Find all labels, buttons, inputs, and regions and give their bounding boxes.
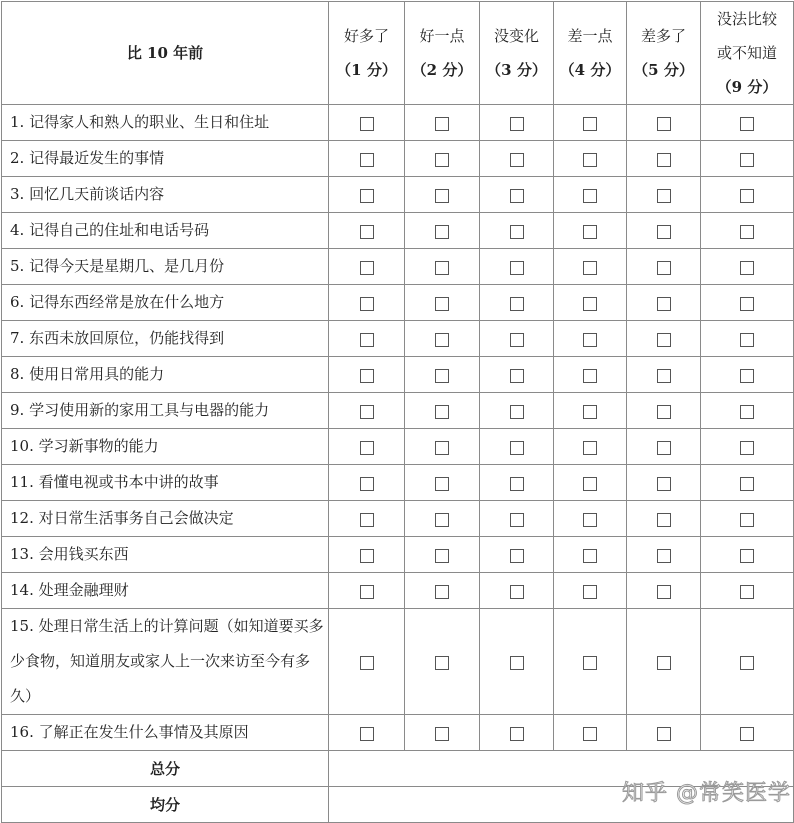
option-cell (554, 285, 627, 321)
table-row (2, 609, 794, 715)
checkbox[interactable] (657, 441, 671, 455)
checkbox[interactable] (435, 405, 449, 419)
checkbox[interactable] (583, 225, 597, 239)
option-cell (329, 141, 405, 177)
option-cell (480, 357, 554, 393)
checkbox[interactable] (657, 333, 671, 347)
checkbox[interactable] (360, 727, 374, 741)
checkbox[interactable] (657, 585, 671, 599)
checkbox[interactable] (435, 117, 449, 131)
option-cell (554, 213, 627, 249)
header-option-5: 差多了 （5 分） (627, 2, 701, 105)
option-cell (627, 573, 701, 609)
checkbox[interactable] (740, 441, 754, 455)
item-label: 13. 会用钱买东西 (2, 537, 329, 573)
total-score-label: 总分 (2, 751, 329, 787)
option-cell (627, 321, 701, 357)
checkbox[interactable] (435, 477, 449, 491)
item-label: 10. 学习新事物的能力 (2, 429, 329, 465)
header-option-3: 没变化 （3 分） (480, 2, 554, 105)
checkbox[interactable] (510, 549, 524, 563)
checkbox[interactable] (510, 369, 524, 383)
checkbox[interactable] (657, 153, 671, 167)
checkbox[interactable] (510, 441, 524, 455)
checkbox[interactable] (360, 405, 374, 419)
checkbox[interactable] (510, 513, 524, 527)
option-cell (701, 213, 794, 249)
option-cell (329, 213, 405, 249)
checkbox[interactable] (510, 225, 524, 239)
table-row (2, 715, 794, 751)
option-cell (627, 177, 701, 213)
checkbox[interactable] (435, 727, 449, 741)
option-cell (701, 357, 794, 393)
checkbox[interactable] (510, 189, 524, 203)
option-cell (480, 715, 554, 751)
table-row (2, 357, 794, 393)
checkbox[interactable] (360, 549, 374, 563)
header-option-9: 没法比较 或不知道 （9 分） (701, 2, 794, 105)
checkbox[interactable] (583, 369, 597, 383)
option-cell (480, 213, 554, 249)
option-cell (405, 537, 480, 573)
option-cell (627, 213, 701, 249)
checkbox[interactable] (657, 189, 671, 203)
checkbox[interactable] (740, 153, 754, 167)
option-cell (329, 105, 405, 141)
option-cell (554, 537, 627, 573)
option-cell (627, 249, 701, 285)
option-cell (701, 393, 794, 429)
option-cell (405, 213, 480, 249)
checkbox[interactable] (510, 117, 524, 131)
checkbox[interactable] (510, 727, 524, 741)
option-cell (554, 249, 627, 285)
option-cell (480, 177, 554, 213)
checkbox[interactable] (657, 513, 671, 527)
option-cell (329, 321, 405, 357)
option-cell (627, 141, 701, 177)
checkbox[interactable] (435, 549, 449, 563)
option-cell (701, 177, 794, 213)
option-cell (405, 465, 480, 501)
option-cell (627, 429, 701, 465)
checkbox[interactable] (360, 333, 374, 347)
checkbox[interactable] (740, 513, 754, 527)
checkbox[interactable] (360, 261, 374, 275)
option-cell (329, 537, 405, 573)
option-cell (627, 609, 701, 715)
option-cell (329, 357, 405, 393)
option-cell (627, 501, 701, 537)
option-cell (554, 141, 627, 177)
option-cell (405, 715, 480, 751)
option-cell (405, 393, 480, 429)
checkbox[interactable] (360, 441, 374, 455)
checkbox[interactable] (435, 513, 449, 527)
checkbox[interactable] (583, 441, 597, 455)
checkbox[interactable] (435, 261, 449, 275)
checkbox[interactable] (740, 297, 754, 311)
item-label: 5. 记得今天是星期几、是几月份 (2, 249, 329, 285)
checkbox[interactable] (740, 189, 754, 203)
checkbox[interactable] (435, 297, 449, 311)
table-row (2, 537, 794, 573)
checkbox[interactable] (740, 405, 754, 419)
checkbox[interactable] (583, 153, 597, 167)
item-label: 2. 记得最近发生的事情 (2, 141, 329, 177)
option-cell (405, 249, 480, 285)
checkbox[interactable] (435, 369, 449, 383)
checkbox[interactable] (360, 513, 374, 527)
checkbox[interactable] (657, 225, 671, 239)
table-row (2, 249, 794, 285)
table-row (2, 213, 794, 249)
option-cell (480, 501, 554, 537)
option-cell (627, 105, 701, 141)
checkbox[interactable] (740, 656, 754, 670)
table-row (2, 321, 794, 357)
option-cell (554, 357, 627, 393)
option-cell (701, 429, 794, 465)
table-row (2, 105, 794, 141)
option-cell (701, 465, 794, 501)
option-cell (554, 105, 627, 141)
option-cell (405, 357, 480, 393)
option-cell (329, 177, 405, 213)
checkbox[interactable] (510, 656, 524, 670)
option-cell (405, 501, 480, 537)
item-label: 11. 看懂电视或书本中讲的故事 (2, 465, 329, 501)
checkbox[interactable] (657, 297, 671, 311)
item-label: 7. 东西未放回原位，仍能找得到 (2, 321, 329, 357)
checkbox[interactable] (510, 333, 524, 347)
option-cell (554, 501, 627, 537)
option-cell (701, 715, 794, 751)
checkbox[interactable] (740, 585, 754, 599)
checkbox[interactable] (657, 261, 671, 275)
option-cell (329, 393, 405, 429)
table-row (2, 393, 794, 429)
checkbox[interactable] (583, 513, 597, 527)
checkbox[interactable] (360, 369, 374, 383)
checkbox[interactable] (435, 153, 449, 167)
option-cell (329, 285, 405, 321)
option-cell (627, 465, 701, 501)
option-cell (405, 105, 480, 141)
checkbox[interactable] (740, 117, 754, 131)
option-cell (405, 141, 480, 177)
checkbox[interactable] (657, 369, 671, 383)
checkbox[interactable] (657, 727, 671, 741)
checkbox[interactable] (583, 585, 597, 599)
option-cell (554, 321, 627, 357)
checkbox[interactable] (510, 405, 524, 419)
option-cell (701, 573, 794, 609)
option-cell (554, 715, 627, 751)
option-cell (701, 249, 794, 285)
checkbox[interactable] (510, 153, 524, 167)
average-score-label: 均分 (2, 787, 329, 823)
checkbox[interactable] (360, 189, 374, 203)
checkbox[interactable] (583, 405, 597, 419)
checkbox[interactable] (360, 477, 374, 491)
checkbox[interactable] (657, 477, 671, 491)
questionnaire-table (1, 1, 794, 823)
checkbox[interactable] (510, 477, 524, 491)
option-cell (701, 105, 794, 141)
checkbox[interactable] (510, 585, 524, 599)
option-cell (405, 177, 480, 213)
option-cell (480, 393, 554, 429)
option-cell (701, 501, 794, 537)
checkbox[interactable] (740, 369, 754, 383)
option-cell (480, 285, 554, 321)
option-cell (480, 141, 554, 177)
checkbox[interactable] (583, 333, 597, 347)
checkbox[interactable] (435, 225, 449, 239)
option-cell (627, 285, 701, 321)
option-cell (480, 105, 554, 141)
checkbox[interactable] (657, 656, 671, 670)
option-cell (627, 715, 701, 751)
table-row (2, 501, 794, 537)
option-cell (329, 429, 405, 465)
item-label: 15. 处理日常生活上的计算问题（如知道要买多少食物，知道朋友或家人上一次来访至今有多久） (2, 609, 329, 715)
option-cell (480, 573, 554, 609)
item-label: 12. 对日常生活事务自己会做决定 (2, 501, 329, 537)
option-cell (701, 285, 794, 321)
checkbox[interactable] (740, 477, 754, 491)
item-label: 3. 回忆几天前谈话内容 (2, 177, 329, 213)
option-cell (329, 465, 405, 501)
option-cell (554, 573, 627, 609)
checkbox[interactable] (435, 585, 449, 599)
checkbox[interactable] (360, 117, 374, 131)
checkbox[interactable] (583, 189, 597, 203)
item-label: 1. 记得家人和熟人的职业、生日和住址 (2, 105, 329, 141)
checkbox[interactable] (360, 656, 374, 670)
option-cell (627, 357, 701, 393)
checkbox[interactable] (583, 477, 597, 491)
checkbox[interactable] (360, 225, 374, 239)
option-cell (627, 537, 701, 573)
header-option-4: 差一点 （4 分） (554, 2, 627, 105)
option-cell (329, 573, 405, 609)
option-cell (405, 321, 480, 357)
checkbox[interactable] (583, 297, 597, 311)
checkbox[interactable] (740, 727, 754, 741)
option-cell (480, 465, 554, 501)
option-cell (554, 393, 627, 429)
checkbox[interactable] (583, 261, 597, 275)
option-cell (554, 609, 627, 715)
option-cell (701, 537, 794, 573)
item-label: 14. 处理金融理财 (2, 573, 329, 609)
checkbox[interactable] (360, 297, 374, 311)
option-cell (554, 465, 627, 501)
option-cell (554, 429, 627, 465)
item-label: 9. 学习使用新的家用工具与电器的能力 (2, 393, 329, 429)
checkbox[interactable] (510, 261, 524, 275)
item-label: 8. 使用日常用具的能力 (2, 357, 329, 393)
option-cell (405, 573, 480, 609)
option-cell (480, 537, 554, 573)
checkbox[interactable] (583, 656, 597, 670)
checkbox[interactable] (435, 441, 449, 455)
checkbox[interactable] (583, 727, 597, 741)
header-option-1: 好多了 （1 分） (329, 2, 405, 105)
item-label: 16. 了解正在发生什么事情及其原因 (2, 715, 329, 751)
checkbox[interactable] (583, 117, 597, 131)
option-cell (405, 285, 480, 321)
checkbox[interactable] (435, 189, 449, 203)
option-cell (405, 609, 480, 715)
option-cell (329, 609, 405, 715)
option-cell (701, 321, 794, 357)
header-compare-10-years: 比 10 年前 (2, 2, 329, 105)
checkbox[interactable] (657, 405, 671, 419)
checkbox[interactable] (740, 225, 754, 239)
checkbox[interactable] (657, 117, 671, 131)
checkbox[interactable] (583, 549, 597, 563)
table-row (2, 141, 794, 177)
watermark: 知乎 @常笑医学 (622, 781, 791, 806)
option-cell (480, 321, 554, 357)
checkbox[interactable] (740, 549, 754, 563)
option-cell (480, 609, 554, 715)
option-cell (329, 249, 405, 285)
checkbox[interactable] (510, 297, 524, 311)
item-label: 4. 记得自己的住址和电话号码 (2, 213, 329, 249)
header-option-2: 好一点 （2 分） (405, 2, 480, 105)
item-label: 6. 记得东西经常是放在什么地方 (2, 285, 329, 321)
option-cell (554, 177, 627, 213)
table-row (2, 465, 794, 501)
table-row (2, 285, 794, 321)
checkbox[interactable] (360, 585, 374, 599)
option-cell (405, 429, 480, 465)
option-cell (480, 429, 554, 465)
option-cell (480, 249, 554, 285)
checkbox[interactable] (740, 333, 754, 347)
option-cell (329, 501, 405, 537)
option-cell (627, 393, 701, 429)
checkbox[interactable] (740, 261, 754, 275)
table-row (2, 429, 794, 465)
checkbox[interactable] (435, 656, 449, 670)
checkbox[interactable] (435, 333, 449, 347)
table-row (2, 573, 794, 609)
checkbox[interactable] (657, 549, 671, 563)
option-cell (701, 609, 794, 715)
option-cell (329, 715, 405, 751)
checkbox[interactable] (360, 153, 374, 167)
table-row (2, 177, 794, 213)
option-cell (701, 141, 794, 177)
